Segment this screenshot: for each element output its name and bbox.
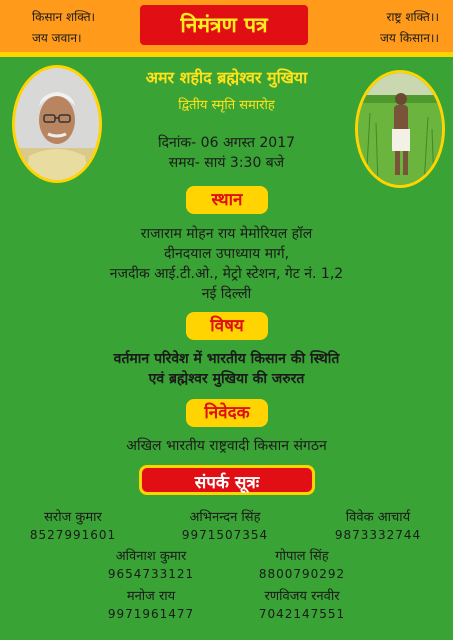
contacts-label: संपर्क सूत्रः — [139, 465, 315, 495]
contact-phone: 9873332744 — [334, 528, 422, 542]
slogan-right-2: जय किसान।। — [380, 31, 439, 45]
header-bar — [0, 0, 453, 52]
contact-item — [76, 549, 226, 582]
subject-line-2: एवं ब्रह्मेश्वर मुखिया की जरुरत — [148, 371, 305, 387]
contact-name: रणविजय रनवीर — [264, 589, 340, 604]
contact-phone: 8800790292 — [258, 567, 346, 581]
event-date: दिनांक- 06 अगस्त 2017 — [157, 135, 296, 151]
event-name: अमर शहीद ब्रह्मेश्वर मुखिया — [145, 68, 308, 87]
slogan-left-2: जय जवान। — [32, 31, 82, 45]
organizer-label: निवेदक — [186, 399, 268, 427]
contact-name: गोपाल सिंह — [275, 549, 329, 564]
venue-line-3: नजदीक आई.टी.ओ., मेट्रो स्टेशन, गेट नं. 1,2 — [109, 266, 344, 282]
contact-item — [76, 589, 226, 622]
page-title: निमंत्रण पत्र — [140, 5, 308, 45]
contact-phone: 7042147551 — [258, 607, 346, 621]
venue-line-4: नई दिल्ली — [201, 286, 252, 302]
venue-line-1: राजाराम मोहन राय मेमोरियल हॉल — [140, 226, 313, 242]
contact-item — [303, 510, 453, 543]
contact-item — [227, 589, 377, 622]
contact-item — [227, 549, 377, 582]
subject-line-1: वर्तमान परिवेश में भारतीय किसान की स्थिति — [113, 351, 340, 367]
contact-phone: 9654733121 — [107, 567, 195, 581]
venue-label: स्थान — [186, 186, 268, 214]
contact-phone: 9971961477 — [107, 607, 195, 621]
slogan-left-1: किसान शक्ति। — [32, 10, 96, 24]
event-subtitle: द्वितीय स्मृति समारोह — [178, 98, 275, 113]
contact-name: विवेक आचार्य — [345, 510, 411, 525]
event-time: समय- सायं 3:30 बजे — [168, 155, 285, 171]
organizer-name: अखिल भारतीय राष्ट्रवादी किसान संगठन — [126, 438, 327, 454]
contact-phone: 8527991601 — [29, 528, 117, 542]
contact-item — [150, 510, 300, 543]
venue-line-2: दीनदयाल उपाध्याय मार्ग, — [163, 246, 290, 262]
contact-name: अविनाश कुमार — [115, 549, 187, 564]
contact-name: मनोज राय — [126, 589, 176, 604]
contact-phone: 9971507354 — [181, 528, 269, 542]
contact-name: सरोज कुमार — [44, 510, 102, 525]
contact-name: अभिनन्दन सिंह — [189, 510, 261, 525]
slogan-right-1: राष्ट्र शक्ति।। — [386, 10, 439, 24]
header-divider — [0, 52, 453, 57]
subject-label: विषय — [186, 312, 268, 340]
contact-item — [0, 510, 148, 543]
